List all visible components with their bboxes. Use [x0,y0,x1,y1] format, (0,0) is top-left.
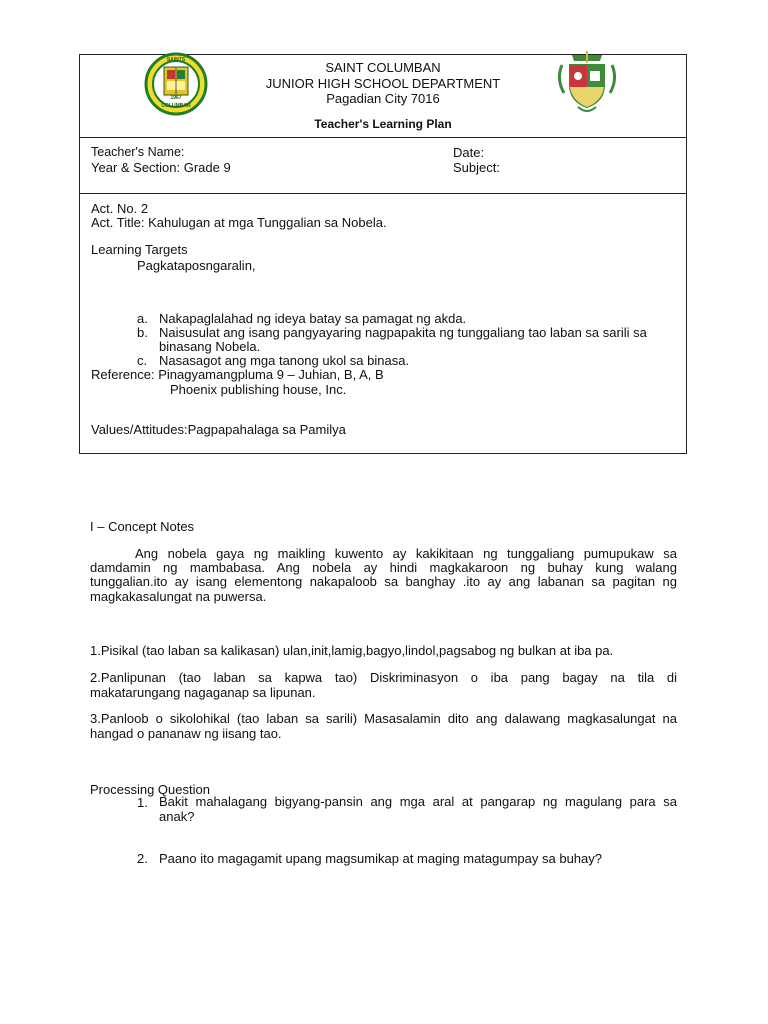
publisher-line: Phoenix publishing house, Inc. [170,382,347,397]
year-section-label: Year & Section: Grade 9 [91,160,231,175]
values-attitudes: Values/Attitudes:Pagpapahalaga sa Pamilya [91,422,346,437]
target-b-text-line1: Naisusulat ang isang pangyayaring nagpapakita ng tunggaliang tao laban sa sarili sa [159,325,647,340]
target-a-marker: a. [137,311,148,326]
activity-title: Act. Title: Kahulugan at mga Tunggalian sa Nobela. [91,215,387,230]
question-2-text: Paano ito magagamit upang magsumikap at maging matagumpay sa buhay? [159,851,602,866]
question-1-line1: Bakit mahalagang bigyang-pansin ang mga aral at pangarap ng magulang para sa [159,794,677,809]
activity-box [79,193,687,454]
conflict-type-2-line2: makatarungang nagaganap sa lipunan. [90,685,316,700]
seal-text-top: SAINTS [166,57,186,63]
seal-text-year: 1967 [170,95,182,101]
school-name: SAINT COLUMBAN [325,60,441,75]
teacher-info-box [79,137,687,194]
learning-targets-intro: Pagkataposngaralin, [137,258,256,273]
target-c-marker: c. [137,353,148,368]
teacher-name-label: Teacher's Name: [91,145,185,159]
seal-text-bottom: COLUMBAN [161,103,191,109]
question-1-marker: 1. [137,795,148,810]
target-b-text-line2: binasang Nobela. [159,339,261,354]
conflict-type-3-line1: 3.Panloob o sikolohikal (tao laban sa sarili) Masasalamin dito ang dalawang magkasalungat na [90,711,677,726]
learning-targets-heading: Learning Targets [91,242,188,257]
reference-line: Reference: Pinagyamangpluma 9 – Juhian, B, A, B [91,367,384,382]
conflict-type-3-line2: hangad o pananaw ng iisang tao. [90,726,282,741]
concept-paragraph-line4: magkakasalungat na puwersa. [90,589,267,604]
question-1-line2: anak? [159,809,195,824]
header-box [79,54,687,138]
conflict-type-1: 1.Pisikal (tao laban sa kalikasan) ulan,init,lamig,bagyo,lindol,pagsabog ng bulkan at iba pa. [90,643,614,658]
target-a-text: Nakapaglalahad ng ideya batay sa pamagat ng akda. [159,311,467,326]
concept-notes-heading: I – Concept Notes [90,519,195,534]
activity-number: Act. No. 2 [91,201,149,216]
target-c-text: Nasasagot ang mga tanong ukol sa binasa. [159,353,410,368]
department-name: JUNIOR HIGH SCHOOL DEPARTMENT [265,76,501,91]
date-label: Date: [453,145,485,160]
conflict-type-2-line1: 2.Panlipunan (tao laban sa kapwa tao) Diskriminasyon o iba pang bagay na tila di [90,670,677,685]
target-b-marker: b. [137,325,148,340]
school-city: Pagadian City 7016 [326,91,440,106]
concept-paragraph-line1: Ang nobela gaya ng maikling kuwento ay kakikitaan ng tunggaliang pumupukaw sa [135,546,677,561]
concept-paragraph-line3: tunggalian.ito ay isang elementong nakapaloob sa banghay .ito ay ang labanan sa pagitan ng [90,574,677,589]
question-2-marker: 2. [137,851,148,866]
concept-paragraph-line2: damdamin ng mambabasa. Ang nobela ay hindi magkakaroon ng buhay kung walang [90,560,677,575]
subject-label: Subject: [453,160,500,175]
plan-title: Teacher's Learning Plan [314,117,452,131]
processing-question-heading: Processing Question [90,782,210,797]
